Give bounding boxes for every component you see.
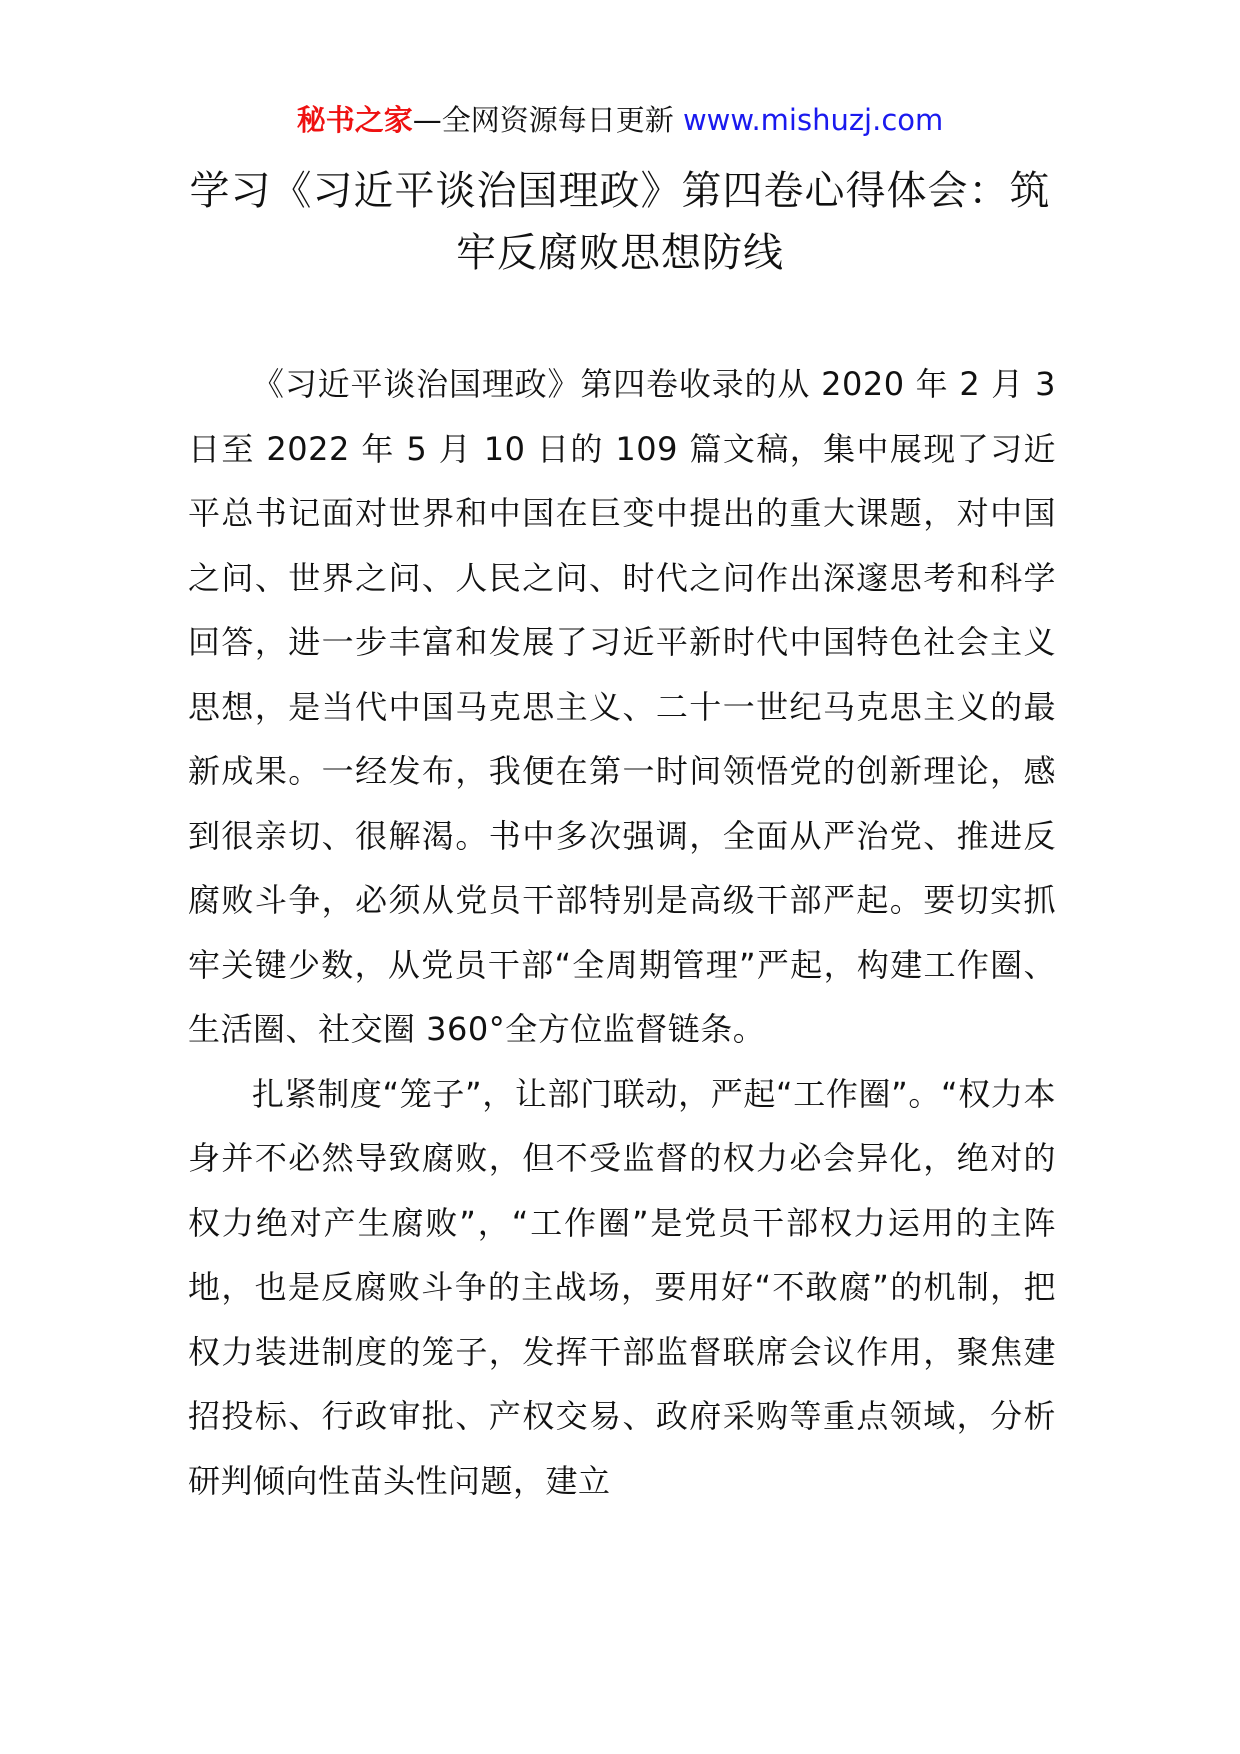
brand-name: 秘书之家	[296, 103, 413, 137]
site-url-link[interactable]: www.mishuzj.com	[682, 103, 944, 137]
header-slogan: —全网资源每日更新	[412, 103, 683, 137]
body-paragraph-1: 《习近平谈治国理政》第四卷收录的从 2020 年 2 月 3 日至 2022 年 5 月 10 日的 109 篇文稿，集中展现了习近平总书记面对世界和中国在巨变中提出的重大课题，对中国之问、世界之问、人民之问、时代之问作出深邃思考和科学回答，进一步丰富和发展了习近平新时代中国特色社会主义思想，是当代中国马克思主义、二十一世纪马克思主义的最新成果。一经发布，我便在第一时间领悟党的创新理论，感到很亲切、很解渴。书中多次强调，全面从严治党、推进反腐败斗争，必须从党员干部特别是高级干部严起。要切实抓牢关键少数，从党员干部“全周期管理”严起，构建工作圈、生活圈、社交圈 360°全方位监督链条。	[188, 365, 1056, 1048]
body-paragraph-2: 扎紧制度“笼子”，让部门联动，严起“工作圈”。“权力本身并不必然导致腐败，但不受监督的权力必会异化，绝对的权力绝对产生腐败”，“工作圈”是党员干部权力运用的主阵地，也是反腐败斗争的主战场，要用好“不敢腐”的机制，把权力装进制度的笼子，发挥干部监督联席会议作用，聚焦建招投标、行政审批、产权交易、政府采购等重点领域，分析研判倾向性苗头性问题，建立	[188, 1074, 1056, 1500]
document-body	[188, 352, 1056, 1513]
site-header	[0, 100, 1240, 140]
document-title: 学习《习近平谈治国理政》第四卷心得体会：筑牢反腐败思想防线	[189, 168, 1051, 276]
